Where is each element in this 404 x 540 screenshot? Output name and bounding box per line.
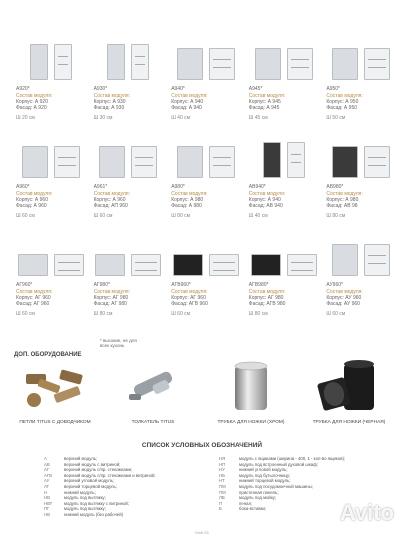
- module-composition-title: Состав модуля:: [16, 289, 53, 295]
- module-width: Ш 40 см: [171, 115, 191, 121]
- legend-item: Н нижний модуль;: [44, 489, 96, 495]
- module-width: Ш 45 см: [248, 115, 268, 121]
- module-composition-title: Состав модуля:: [93, 191, 130, 197]
- module-facade: Фасад: А 945: [248, 105, 280, 111]
- module-card: [171, 40, 241, 138]
- module-grid: [16, 40, 396, 334]
- module-width: Ш 20 см: [16, 115, 35, 121]
- module-image: [171, 236, 241, 276]
- module-composition-title: Состав модуля:: [326, 93, 363, 99]
- module-card: [171, 138, 241, 236]
- module-composition-title: Состав модуля:: [171, 93, 208, 99]
- module-width: Ш 60 см: [171, 311, 191, 317]
- pusher-icon: [108, 362, 198, 414]
- module-image: [16, 138, 86, 178]
- legend-item: ПМ модуль под посудомоечной машины;: [219, 483, 313, 489]
- legend-column-left: [44, 456, 199, 518]
- chrome-tube-icon: [206, 362, 296, 414]
- equipment-item: [304, 362, 394, 425]
- equipment-label: ТОЛКАТЕЛЬ TITUS: [131, 420, 175, 425]
- module-body: Корпус: АГ 960: [171, 295, 206, 301]
- module-image: [326, 236, 396, 276]
- module-body: Корпус: А 950: [326, 99, 359, 105]
- module-body: Корпус: АГ 980: [93, 295, 129, 301]
- hinges-icon: [10, 362, 100, 414]
- module-body: Корпус: А 980: [171, 197, 204, 203]
- module-body: Корпус: АГ 960: [16, 295, 51, 301]
- equipment-item: [10, 362, 100, 425]
- module-facade: Фасад: АВ 98: [326, 203, 358, 209]
- module-card: [326, 236, 396, 334]
- module-composition-title: Состав модуля:: [171, 289, 208, 295]
- legend-item: АУ верхний угловой модуль;: [44, 478, 115, 484]
- module-facade: Фасад: А 930: [93, 105, 125, 111]
- module-width: Ш 40 см: [248, 213, 268, 219]
- module-facade: Фасад: АГ 980: [93, 301, 127, 307]
- module-image: [171, 40, 241, 80]
- module-row-3: [16, 236, 396, 334]
- module-body: Корпус: А 945: [248, 99, 281, 105]
- module-code: A950*: [326, 86, 340, 92]
- equipment-title: ДОП. ОБОРУДОВАНИЕ: [14, 352, 82, 358]
- module-row-2: [16, 138, 396, 236]
- module-body: Корпус: АУ 960: [326, 295, 362, 301]
- module-card: [171, 236, 241, 334]
- page-footer: Май 55: [195, 530, 209, 535]
- module-width: Ш 60 см: [93, 213, 113, 219]
- legend-item: ЛВ модуль под мойку;: [219, 495, 277, 501]
- module-code: A945*: [248, 86, 263, 92]
- equipment-label: ПЕТЛИ TITUS С ДОВОДЧИКОМ: [19, 420, 91, 425]
- module-composition-title: Состав модуля:: [171, 191, 208, 197]
- legend-item: АГВ верхний модуль с/пр. стекожками и витриной;: [44, 472, 156, 478]
- module-facade: Фасад: А 950: [326, 105, 357, 111]
- module-facade: Фасад: А 960: [16, 203, 47, 209]
- black-tube-icon: [304, 362, 394, 414]
- module-image: [94, 236, 164, 276]
- module-width: Ш 80 см: [248, 311, 268, 317]
- module-composition-title: Состав модуля:: [93, 289, 130, 295]
- module-code: A920*: [16, 86, 30, 92]
- module-facade: Фасад: А 980: [171, 203, 202, 209]
- module-facade: Фасад: АУ 960: [326, 301, 360, 307]
- watermark: Avito: [339, 500, 394, 525]
- module-card: [94, 236, 164, 334]
- legend-item: НЯ модуль с ящиками (ширина - 400, 1 - кол-во ящиков);: [219, 456, 346, 461]
- module-composition-title: Состав модуля:: [248, 191, 286, 197]
- module-image: [326, 40, 396, 80]
- module-width: Ш 80 см: [326, 213, 346, 219]
- module-facade: Фасад: АГВ 980: [248, 301, 286, 307]
- module-facade: Фасад: АВ 940: [248, 203, 283, 209]
- module-card: [16, 40, 86, 138]
- module-composition-title: Состав модуля:: [248, 289, 286, 295]
- module-facade: Фасад: АГ 960: [16, 301, 50, 307]
- module-facade: Фасад: А 940: [171, 105, 202, 111]
- module-width: Ш 80 см: [171, 213, 191, 219]
- legend-item: НВТ модуль под вытяжку с витриной;: [44, 500, 130, 506]
- module-width: Ш 60 см: [16, 311, 35, 317]
- legend-item: АВ верхний модуль с витриной;: [44, 461, 121, 467]
- legend-item: НВ нижний модуль (без рабочей): [44, 511, 124, 517]
- module-card: [94, 40, 164, 138]
- module-image: [94, 40, 164, 80]
- module-card: [326, 138, 396, 236]
- legend-title: СПИСОК УСЛОВНЫХ ОБОЗНАЧЕНИЙ: [141, 442, 263, 449]
- legend-item: НП модуль под встроенный духовой шкаф;: [219, 461, 318, 467]
- equipment-label: ТРУБКА ДЛЯ НОЖКИ (ЧЕРНАЯ): [312, 420, 386, 425]
- module-composition-title: Состав модуля:: [16, 93, 53, 99]
- module-body: Корпус: А 960: [16, 197, 48, 203]
- module-code: АГВ960*: [171, 282, 191, 288]
- module-image: [326, 138, 396, 178]
- legend-item: ПМ пристенная панель;: [219, 489, 279, 495]
- module-card: [326, 40, 396, 138]
- legend-item: НВ модуль под вытяжку;: [44, 495, 106, 501]
- module-card: [249, 40, 319, 138]
- module-code: АГ960*: [16, 282, 33, 288]
- module-image: [171, 138, 241, 178]
- module-facade: Фасад: АП 960: [93, 203, 128, 209]
- module-image: [16, 40, 86, 80]
- module-body: Корпус: А 930: [93, 99, 126, 105]
- equipment-item: [108, 362, 198, 425]
- module-composition-title: Состав модуля:: [326, 191, 363, 197]
- module-body: Корпус: А 940: [171, 99, 204, 105]
- module-code: АГВ980*: [248, 282, 269, 288]
- module-body: Корпус: А 920: [16, 99, 48, 105]
- module-body: Корпус: А 960: [93, 197, 126, 203]
- module-code: АГ980*: [93, 282, 110, 288]
- module-image: [94, 138, 164, 178]
- equipment-label: ТРУБКА ДЛЯ НОЖКИ (ХРОМ): [217, 420, 285, 425]
- legend-item: АГ верхний модуль с/пр. стекожками;: [44, 467, 133, 473]
- module-card: [94, 138, 164, 236]
- legend-item: П пенал;: [219, 500, 253, 506]
- module-width: Ш 30 см: [93, 115, 113, 121]
- module-composition-title: Состав модуля:: [16, 191, 53, 197]
- module-code: A930*: [93, 86, 108, 92]
- module-image: [249, 236, 319, 276]
- module-composition-title: Состав модуля:: [93, 93, 130, 99]
- module-width: Ш 50 см: [326, 115, 346, 121]
- module-card: [249, 236, 319, 334]
- legend: [44, 456, 374, 518]
- module-facade: Фасад: АГВ 960: [171, 301, 208, 307]
- equipment-row: [10, 362, 394, 425]
- legend-item: Б бока-вставки;: [219, 506, 267, 512]
- module-composition-title: Состав модуля:: [248, 93, 286, 99]
- module-card: [16, 138, 86, 236]
- module-code: AB980*: [326, 184, 344, 190]
- module-image: [249, 138, 319, 178]
- module-facade: Фасад: А 920: [16, 105, 47, 111]
- legend-item: А верхний модуль;: [44, 456, 98, 461]
- module-card: [16, 236, 86, 334]
- legend-item: НБ модуль под бутылочницу;: [219, 472, 291, 478]
- module-width: Ш 60 см: [16, 213, 35, 219]
- module-code: A960*: [16, 184, 30, 190]
- legend-item: ПГ модуль под вытяжку;: [44, 506, 106, 512]
- legend-item: НТ нижний торцевой модуль;: [219, 478, 291, 484]
- module-card: [249, 138, 319, 236]
- legend-item: АТ верхний торцевой модуль;: [44, 483, 117, 489]
- module-width: Ш 60 см: [326, 311, 346, 317]
- module-body: Корпус: А 940: [248, 197, 281, 203]
- module-body: Корпус: А 980: [326, 197, 359, 203]
- module-code: AB940*: [248, 184, 266, 190]
- module-image: [16, 236, 86, 276]
- legend-item: НУ нижний угловой модуль;: [219, 467, 288, 473]
- module-composition-title: Состав модуля:: [326, 289, 363, 295]
- module-code: АУ960*: [326, 282, 343, 288]
- module-code: A961*: [93, 184, 108, 190]
- module-code: A980*: [171, 184, 185, 190]
- module-code: A940*: [171, 86, 185, 92]
- module-image: [249, 40, 319, 80]
- module-row-1: [16, 40, 396, 138]
- module-body: Корпус: АГ 980: [248, 295, 284, 301]
- footnote: * высокие, не для всех кухонь: [100, 338, 137, 348]
- module-width: Ш 80 см: [93, 311, 113, 317]
- equipment-item: [206, 362, 296, 425]
